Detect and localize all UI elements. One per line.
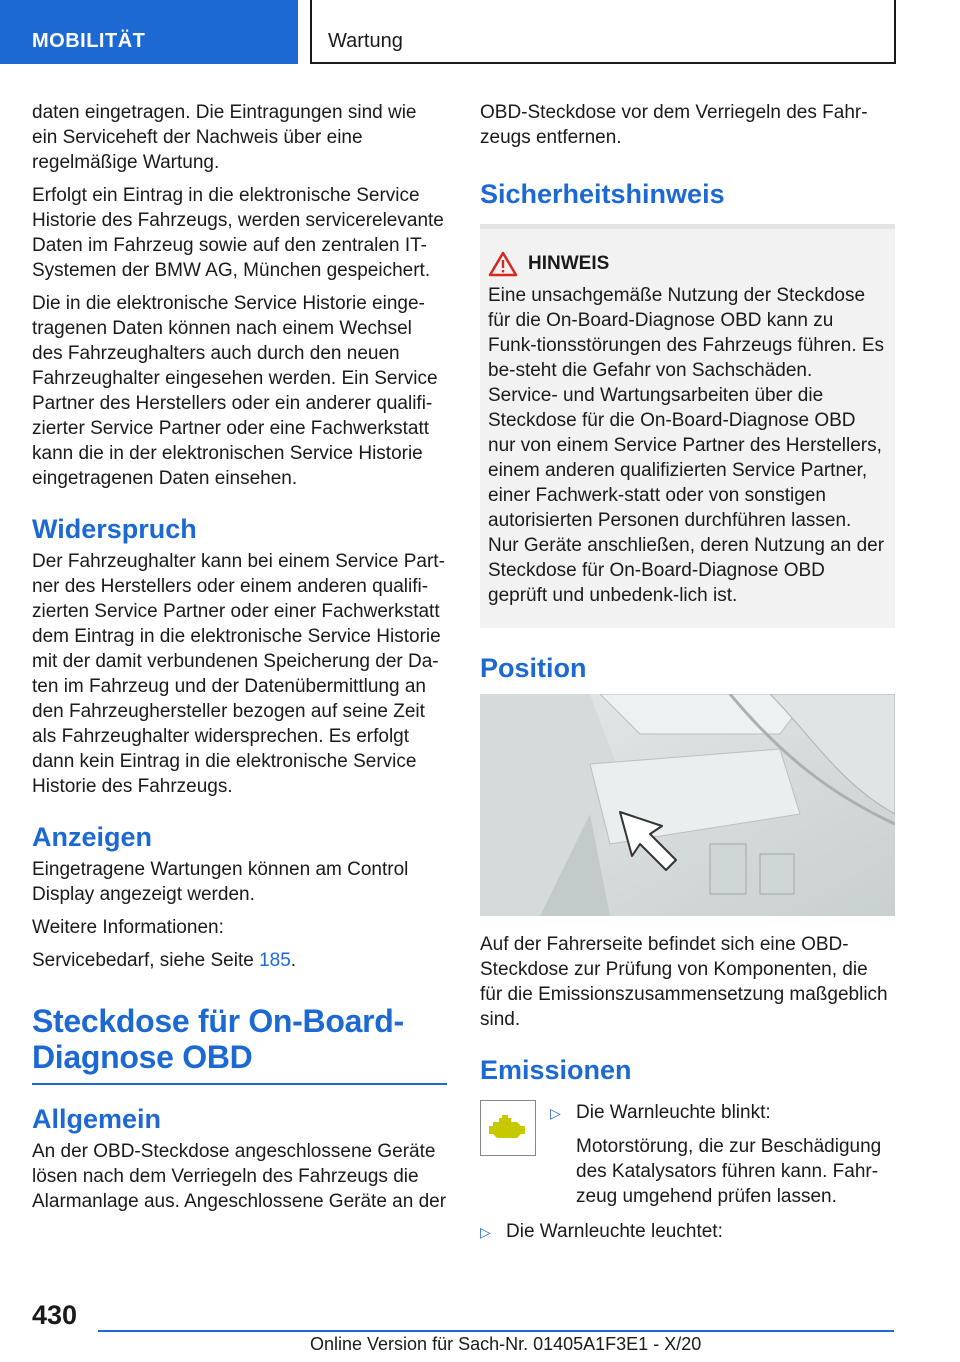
paragraph: Weitere Informationen:: [32, 917, 224, 938]
chapter-title: [32, 1003, 447, 1075]
chapter-divider: [32, 1083, 447, 1085]
header-section-title: Wartung: [310, 0, 896, 64]
notice-text: Eine unsachgemäße Nutzung der Steckdose für die On-Board-Diagnose OBD kann zu Funk-tionsstörungen des Fahrzeugs führen. Es be-steht die Gefahr von Sachschäden. Service- und Wartungsarbeiten über die Steckdose für die On-Board-Diagnose OBD nur von einem Service Partner des Herstellers, einem anderen qualifizierten Service Partner, einer Fachwerk-statt oder von sonstigen autorisierten Personen durchführen lassen. Nur Geräte anschließen, deren Nutzung an der Steckdose für On-Board-Diagnose OBD geprüft und unbedenk-lich ist.: [488, 285, 885, 606]
see-page-suffix: .: [290, 950, 297, 971]
notice-header: [488, 251, 887, 277]
page-number: 430: [32, 1300, 78, 1330]
engine-check-icon: [487, 1114, 529, 1142]
paragraph: Eingetragene Wartungen können am Control Display angezeigt werden.: [32, 859, 409, 905]
right-column: [480, 100, 895, 1245]
paragraph: Erfolgt ein Eintrag in die elektronische Service Historie des Fahrzeugs, werden servicerelevante Daten im Fahrzeug sowie auf den zentralen IT-Systemen der BMW AG, München gespeichert.: [32, 185, 444, 281]
emissions-entry: [480, 1100, 895, 1209]
paragraph-see-page: [32, 948, 447, 973]
warning-triangle-icon: [488, 251, 518, 277]
list-item: [550, 1100, 895, 1126]
list-item-text: Die Warnleuchte blinkt:: [576, 1102, 771, 1123]
chapter-title-line1: Steckdose für On-Board-: [32, 1003, 404, 1039]
paragraph: Auf der Fahrerseite befindet sich eine OBD-Steckdose zur Prüfung von Komponenten, die für die Emissionszusammensetzung maßgeblich sind.: [480, 934, 888, 1030]
notice-title: HINWEIS: [528, 253, 610, 274]
paragraph: An der OBD-Steckdose angeschlossene Geräte lösen nach dem Verriegeln des Fahrzeugs die Alarmanlage aus. Angeschlossene Geräte an der: [32, 1141, 447, 1212]
heading-emissionen: Emissionen: [480, 1055, 632, 1085]
left-column: [32, 100, 447, 1222]
list-item-detail: Motorstörung, die zur Beschädigung des Katalysators führen kann. Fahr-zeug umgehend prüfen lassen.: [576, 1136, 882, 1207]
paragraph: Die in die elektronische Service Historie einge-tragenen Daten können nach einem Wechsel des Fahrzeughalters auch durch den neuen Fahrzeughalter eingesehen werden. Ein Service Partner des Herstellers oder ein anderer qualifi-zierter Service Partner oder eine Fachwerkstatt kann die in der elektronischen Service Historie eingetragenen Daten einsehen.: [32, 293, 438, 489]
chapter-title-line2: Diagnose OBD: [32, 1039, 253, 1075]
header-tab-mobilitaet: MOBILITÄT: [0, 0, 298, 64]
heading-anzeigen: Anzeigen: [32, 822, 153, 852]
obd-position-image: [480, 694, 895, 916]
paragraph: OBD-Steckdose vor dem Verriegeln des Fahr-zeugs entfernen.: [480, 102, 868, 148]
notice-box: [480, 229, 895, 628]
heading-allgemein: Allgemein: [32, 1104, 162, 1134]
heading-widerspruch: Widerspruch: [32, 514, 197, 544]
warning-light-list: [550, 1100, 895, 1209]
triangle-bullet-icon: ▷: [480, 1224, 491, 1240]
footer-version-text: Online Version für Sach-Nr. 01405A1F3E1 - X/20: [310, 1334, 702, 1354]
list-item: [480, 1219, 895, 1245]
page-link-185[interactable]: 185: [259, 950, 291, 971]
list-item-text: Die Warnleuchte leuchtet:: [506, 1221, 723, 1242]
see-page-text: Servicebedarf, siehe Seite: [32, 950, 260, 971]
triangle-bullet-icon: ▷: [550, 1105, 561, 1121]
paragraph: daten eingetragen. Die Eintragungen sind wie ein Serviceheft der Nachweis über eine regelmäßige Wartung.: [32, 102, 417, 173]
footer-divider: [98, 1330, 894, 1332]
heading-sicherheitshinweis: Sicherheitshinweis: [480, 179, 725, 209]
engine-check-icon-frame: [480, 1100, 536, 1156]
paragraph: Der Fahrzeughalter kann bei einem Service Part-ner des Herstellers oder einem anderen qualifi-zierten Service Partner oder einer Fachwerkstatt dem Eintrag in die elektronische Service Historie mit der damit verbundenen Speicherung der Da-ten im Fahrzeug und der Datenübermittlung an den Fahrzeughersteller bezogen auf seine Zeit als Fahrzeughalter widersprechen. Es erfolgt dann kein Eintrag in die elektronische Service Historie des Fahrzeugs.: [32, 551, 445, 797]
heading-position: Position: [480, 653, 587, 683]
